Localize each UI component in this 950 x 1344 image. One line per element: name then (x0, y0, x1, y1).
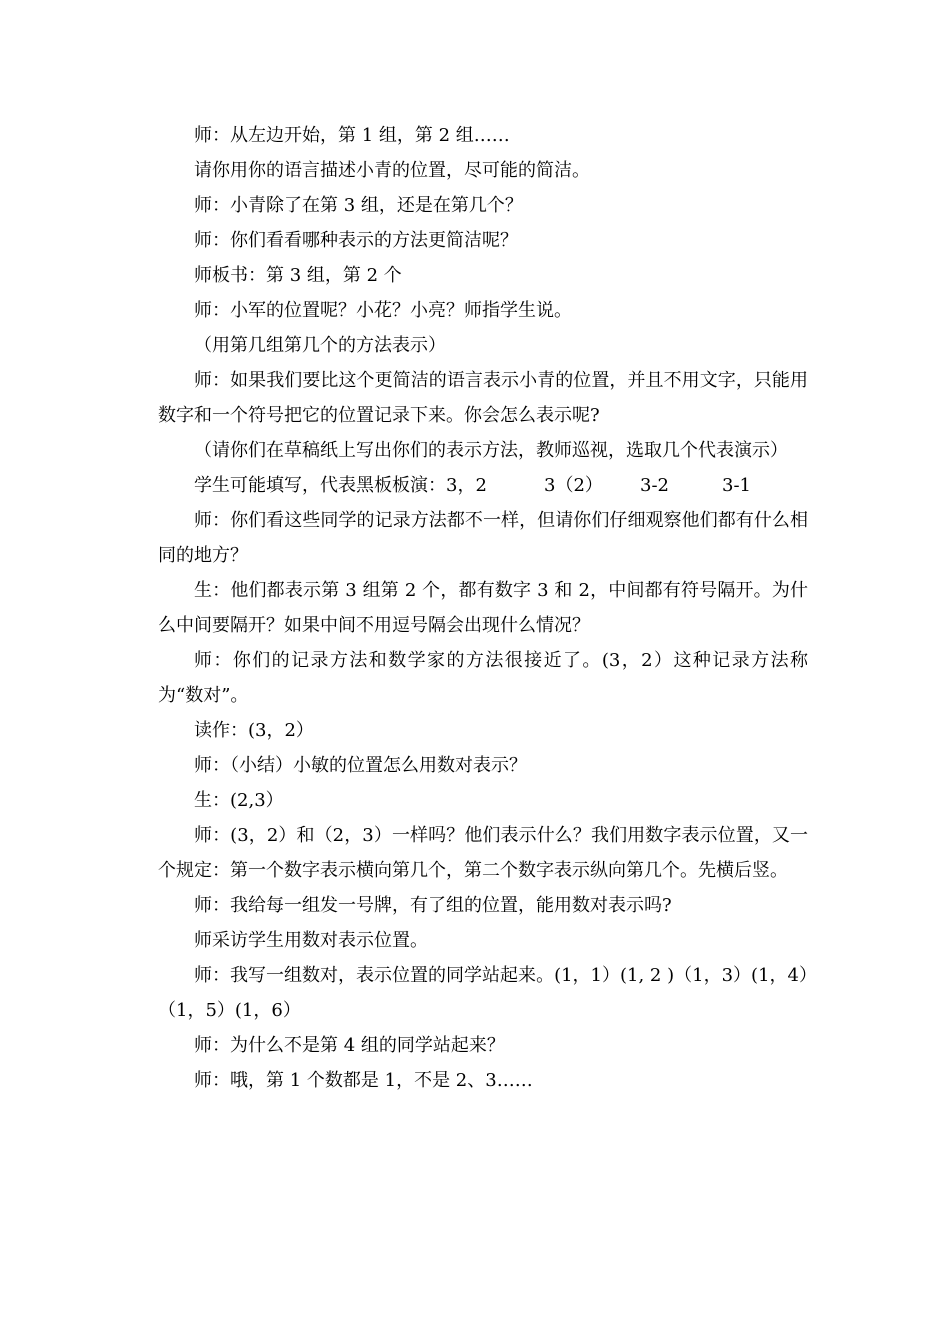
paragraph-16: 师：(3，2）和（2，3）一样吗？他们表示什么？我们用数字表示位置，又一个规定：第一个数字表示横向第几个，第二个数字表示纵向第几个。先横后竖。 (158, 825, 808, 881)
paragraph-4: 师：你们看看哪种表示的方法更简洁呢？ (194, 230, 518, 251)
student-example-2: 3（2） (544, 475, 603, 496)
paragraph-13: 读作：(3，2） (194, 720, 314, 741)
student-examples-row (158, 468, 808, 503)
paragraph-3: 师：小青除了在第 3 组，还是在第几个？ (194, 195, 523, 216)
paragraph-15: 生：(2,3） (194, 790, 284, 811)
paragraph-20: 师：为什么不是第 4 组的同学站起来？ (194, 1035, 505, 1056)
paragraph-12: 师：你们的记录方法和数学家的方法很接近了。(3，2）这种记录方法称为“数对”。 (158, 650, 808, 706)
paragraph-6: 师：小军的位置呢？小花？小亮？师指学生说。 (194, 300, 572, 321)
paragraph-5: 师板书：第 3 组，第 2 个 (194, 265, 402, 286)
paragraph-21: 师：哦，第 1 个数都是 1，不是 2、3…… (194, 1070, 533, 1091)
paragraph-2: 请你用你的语言描述小青的位置，尽可能的简洁。 (194, 160, 590, 181)
paragraph-14: 师：（小结）小敏的位置怎么用数对表示？ (194, 755, 527, 776)
paragraph-1: 师：从左边开始，第 1 组，第 2 组…… (194, 125, 510, 146)
paragraph-17: 师：我给每一组发一号牌，有了组的位置，能用数对表示吗? (194, 895, 672, 916)
document-body (158, 118, 808, 1098)
student-example-intro: 学生可能填写，代表黑板板演：3，2 (194, 475, 487, 496)
student-example-3: 3-2 (640, 475, 669, 496)
student-example-4: 3-1 (722, 475, 751, 496)
paragraph-19: 师：我写一组数对，表示位置的同学站起来。(1，1）(1, 2 )（1，3）(1，4）（1，5）(1，6） (158, 965, 808, 1021)
paragraph-11: 生：他们都表示第 3 组第 2 个，都有数字 3 和 2，中间都有符号隔开。为什么中间要隔开？如果中间不用逗号隔会出现什么情况？ (158, 580, 808, 636)
paragraph-7: （用第几组第几个的方法表示） (194, 335, 446, 356)
paragraph-9: （请你们在草稿纸上写出你们的表示方法，教师巡视，选取几个代表演示） (194, 440, 788, 461)
paragraph-8: 师：如果我们要比这个更简洁的语言表示小青的位置，并且不用文字，只能用数字和一个符号把它的位置记录下来。你会怎么表示呢? (158, 370, 808, 426)
paragraph-18: 师采访学生用数对表示位置。 (194, 930, 428, 951)
paragraph-10: 师：你们看这些同学的记录方法都不一样，但请你们仔细观察他们都有什么相同的地方？ (158, 510, 808, 566)
